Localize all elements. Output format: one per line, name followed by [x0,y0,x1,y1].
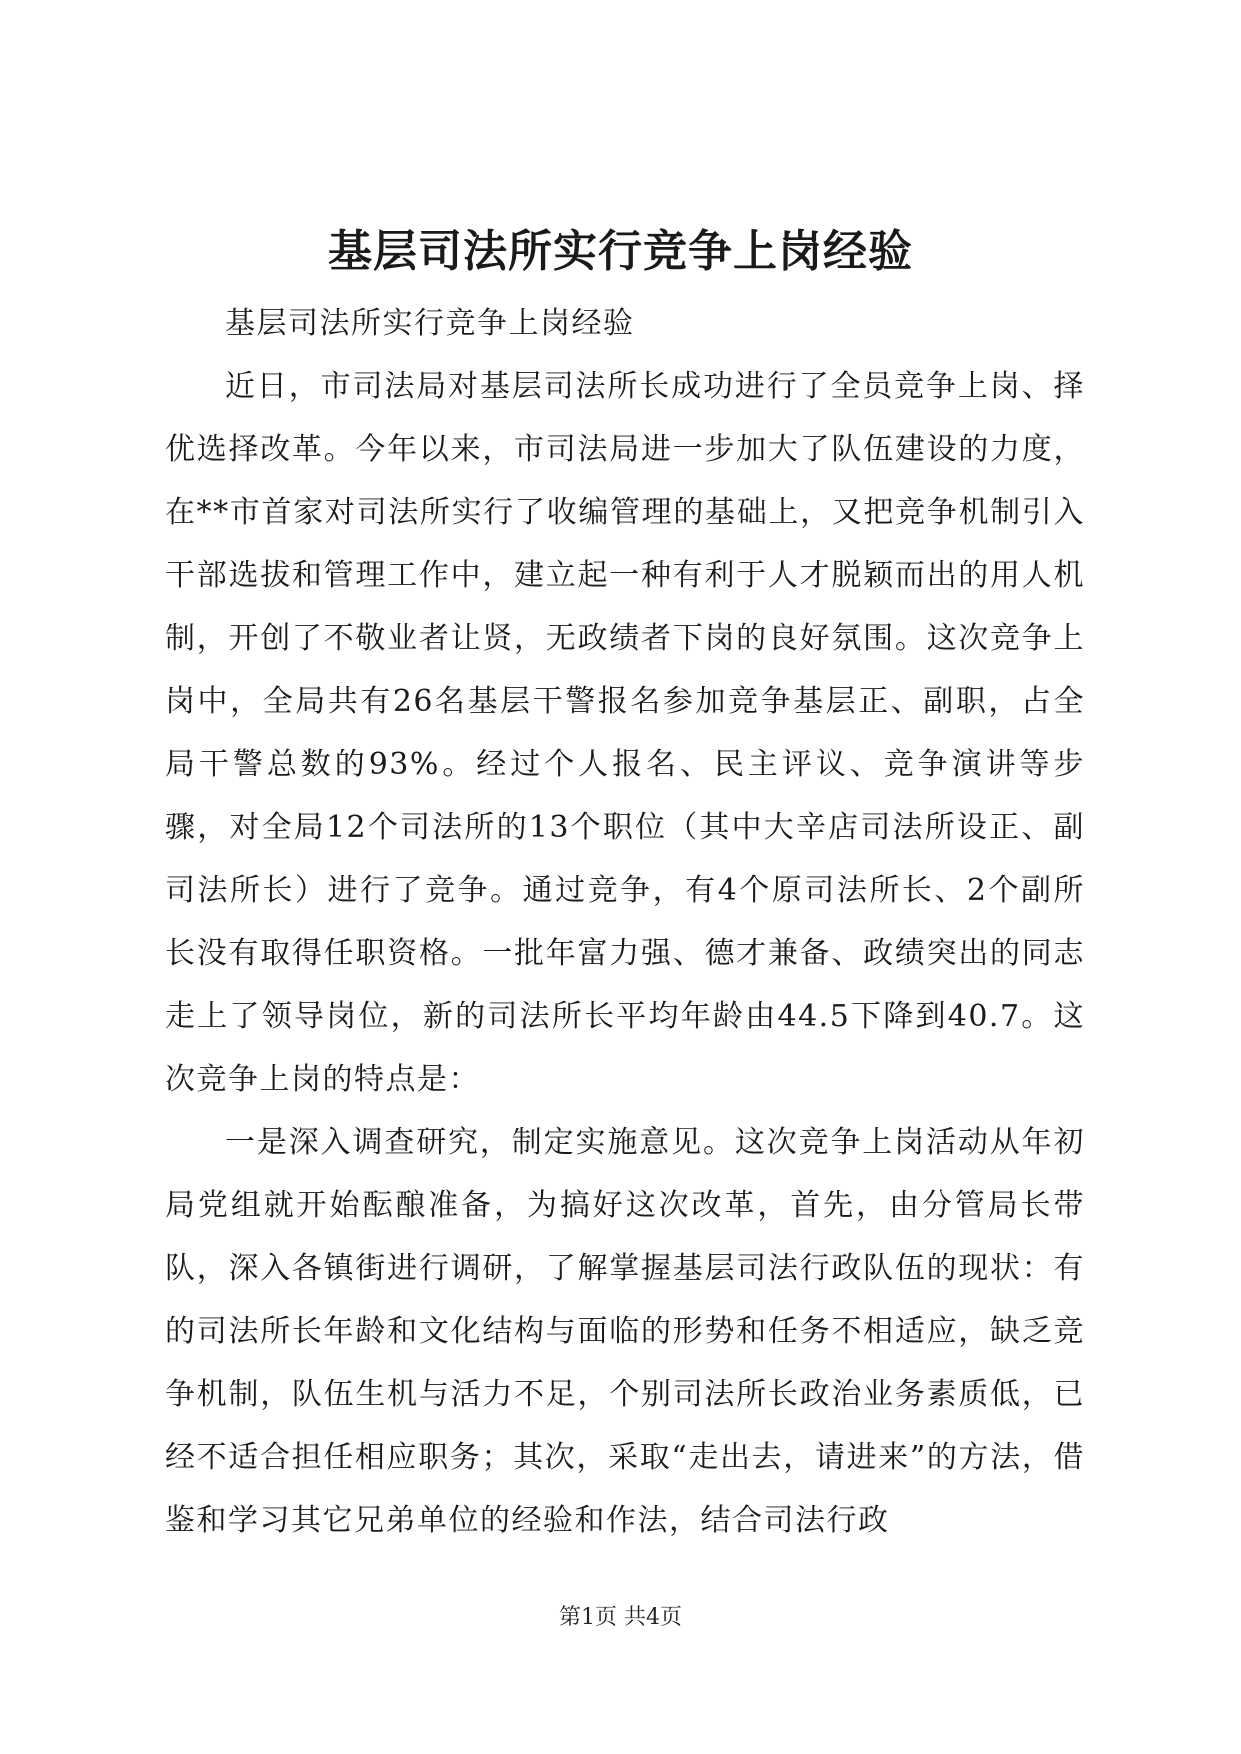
document-body [165,292,1085,1552]
body-paragraph: 近日，市司法局对基层司法所长成功进行了全员竞争上岗、择优选择改革。今年以来，市司法局进一步加大了队伍建设的力度，在**市首家对司法所实行了收编管理的基础上，又把竞争机制引入干部选拔和管理工作中，建立起一种有利于人才脱颖而出的用人机制，开创了不敬业者让贤，无政绩者下岗的良好氛围。这次竞争上岗中，全局共有26名基层干警报名参加竞争基层正、副职，占全局干警总数的93%。经过个人报名、民主评议、竞争演讲等步骤，对全局12个司法所的13个职位（其中大辛店司法所设正、副司法所长）进行了竞争。通过竞争，有4个原司法所长、2个副所长没有取得任职资格。一批年富力强、德才兼备、政绩突出的同志走上了领导岗位，新的司法所长平均年龄由44.5下降到40.7。这次竞争上岗的特点是： [165,369,1085,1097]
body-paragraph-subtitle: 基层司法所实行竞争上岗经验 [225,306,635,341]
page-footer [0,1603,1241,1633]
body-paragraph: 一是深入调查研究，制定实施意见。这次竞争上岗活动从年初局党组就开始酝酿准备，为搞好这次改革，首先，由分管局长带队，深入各镇街进行调研，了解掌握基层司法行政队伍的现状：有的司法所长年龄和文化结构与面临的形势和任务不相适应，缺乏竞争机制，队伍生机与活力不足，个别司法所长政治业务素质低，已经不适合担任相应职务；其次，采取“走出去，请进来”的方法，借鉴和学习其它兄弟单位的经验和作法，结合司法行政 [165,1125,1085,1538]
page-number: 第1页 共4页 [559,1605,682,1630]
document-title: 基层司法所实行竞争上岗经验 [328,226,913,277]
